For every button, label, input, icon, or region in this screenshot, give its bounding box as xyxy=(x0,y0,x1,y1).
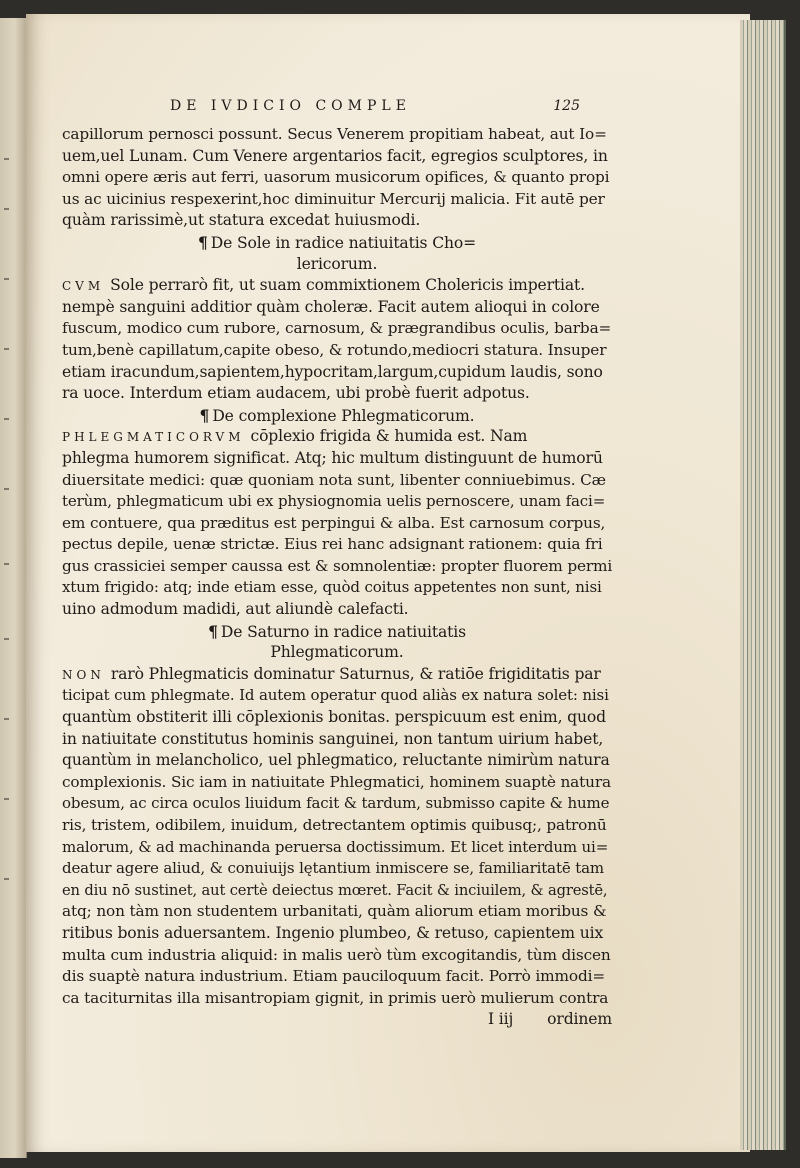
pilcrow-icon: ¶ xyxy=(199,405,210,425)
text-line: uino admodum madidi, aut aliundè calefacti. xyxy=(62,600,409,619)
body-text xyxy=(62,124,612,1031)
text-line: nempè sanguini additior quàm choleræ. Facit autem alioqui in colore xyxy=(62,297,600,316)
text-line: us ac uicinius respexerint,hoc diminuitur Mercurij malicia. Fit autē per xyxy=(62,189,605,208)
section-heading-cont: Phlegmaticorum. xyxy=(270,643,404,662)
text-line: tum,benè capillatum,capite obeso, & rotundo,mediocri statura. Insuper xyxy=(62,340,607,359)
text-line: fuscum, modico cum rubore, carnosum, & prægrandibus oculis, barba= xyxy=(62,319,612,338)
text-line: malorum, & ad machinanda peruersa doctissimum. Et licet interdum ui= xyxy=(62,837,609,856)
text-line: capillorum pernosci possunt. Secus Venerem propitiam habeat, aut Io= xyxy=(62,125,607,143)
text-line: phlegma humorem significat. Atq; hic multum distinguunt de humorū xyxy=(62,448,603,467)
text-line: quantùm obstiterit illi cōplexionis bonitas. perspicuum est enim, quod xyxy=(62,708,606,727)
catchword: ordinem xyxy=(547,1010,612,1029)
text-line: complexionis. Sic iam in natiuitate Phlegmatici, hominem suaptè natura xyxy=(62,772,611,791)
signature-mark: I iij xyxy=(487,1010,514,1029)
text-line: PHLEGMATICORVM cōplexio frigida & humida est. Nam xyxy=(62,427,528,446)
section-heading xyxy=(62,621,612,643)
text-line: ritibus bonis aduersantem. Ingenio plumbeo, & retuso, capientem uix xyxy=(62,923,604,942)
text-line: quantùm in melancholico, uel phlegmatico, reluctante nimirùm natura xyxy=(62,751,610,770)
text-line: deatur agere aliud, & conuiuijs lętantium inmiscere se, familiaritatē tam xyxy=(62,859,604,878)
text-line: terùm, phlegmaticum ubi ex physiognomia uelis pernoscere, unam faci= xyxy=(62,492,606,511)
heading-text: De Saturno in radice natiuitatis xyxy=(220,622,466,641)
text-line: multa cum industria aliquid: in malis uerò tùm excogitandis, tùm discen xyxy=(62,945,611,964)
page-number: 125 xyxy=(553,98,580,114)
initial-word: PHLEGMATICORVM xyxy=(62,430,245,445)
text-line: em contuere, qua præditus est perpingui & alba. Est carnosum corpus, xyxy=(62,513,606,532)
text-line: in natiuitate constitutus hominis sanguinei, non tantum uirium habet, xyxy=(62,729,604,748)
text-line: CVM Sole perrarò fit, ut suam commixtionem Cholericis impertiat. xyxy=(62,276,585,295)
running-head-title: DE IVDICIO COMPLE xyxy=(170,98,411,114)
text-line: etiam iracundum,sapientem,hypocritam,largum,cupidum laudis, sono xyxy=(62,362,603,381)
section-heading-cont: lericorum. xyxy=(296,254,378,273)
text-line: NON rarò Phlegmaticis dominatur Saturnus, & ratiōe frigiditatis par xyxy=(62,664,601,683)
text-line: ticipat cum phlegmate. Id autem operatur quod aliàs ex natura solet: nisi xyxy=(62,686,609,705)
text-line: ca taciturnitas illa misantropiam gignit, in primis uerò mulierum contra xyxy=(62,988,609,1007)
section-heading xyxy=(62,405,612,427)
heading-text: De complexione Phlegmaticorum. xyxy=(212,406,475,425)
text-line: en diu nō sustinet, aut certè deiectus mœret. Facit & inciuilem, & agrestē, xyxy=(62,881,608,899)
text-line: ris, tristem, odibilem, inuidum, detrectantem optimis quibusq;, patronū xyxy=(62,816,607,834)
page-edges xyxy=(740,20,786,1150)
text-line: ra uoce. Interdum etiam audacem, ubi probè fuerit adpotus. xyxy=(62,384,530,403)
text-line: dis suaptè natura industrium. Etiam pauciloquum facit. Porrò immodi= xyxy=(62,967,605,986)
text-line: uem,uel Lunam. Cum Venere argentarios facit, egregios sculptores, in xyxy=(62,146,608,165)
left-page-edge xyxy=(0,18,27,1158)
pilcrow-icon: ¶ xyxy=(208,621,218,641)
text-line: xtum frigido: atq; inde etiam esse, quòd coitus appetentes non sunt, nisi xyxy=(62,578,602,597)
text-line: obesum, ac circa oculos liuidum facit & tardum, submisso capite & hume xyxy=(62,794,610,813)
text-line: diuersitate medici: quæ quoniam nota sunt, libenter conniuebimus. Cæ xyxy=(62,470,606,489)
text-line: pectus depile, uenæ strictæ. Eius rei hanc adsignant rationem: quia fri xyxy=(62,535,603,554)
text-line: omni opere æris aut ferri, uasorum musicorum opifices, & quanto propi xyxy=(62,168,610,187)
section-heading xyxy=(62,232,612,254)
initial-word: CVM xyxy=(62,279,105,294)
initial-word: NON xyxy=(62,667,105,682)
pilcrow-icon: ¶ xyxy=(197,232,208,252)
catchline xyxy=(62,1009,612,1031)
running-head xyxy=(170,98,580,114)
text-line: gus crassiciei semper caussa est & somnolentiæ: propter fluorem permi xyxy=(62,556,613,575)
heading-text: De Sole in radice natiuitatis Cho= xyxy=(210,233,477,252)
text-line: quàm rarissimè,ut statura excedat huiusmodi. xyxy=(62,211,421,230)
text-line: atq; non tàm non studentem urbanitati, quàm aliorum etiam moribus & xyxy=(62,902,607,921)
